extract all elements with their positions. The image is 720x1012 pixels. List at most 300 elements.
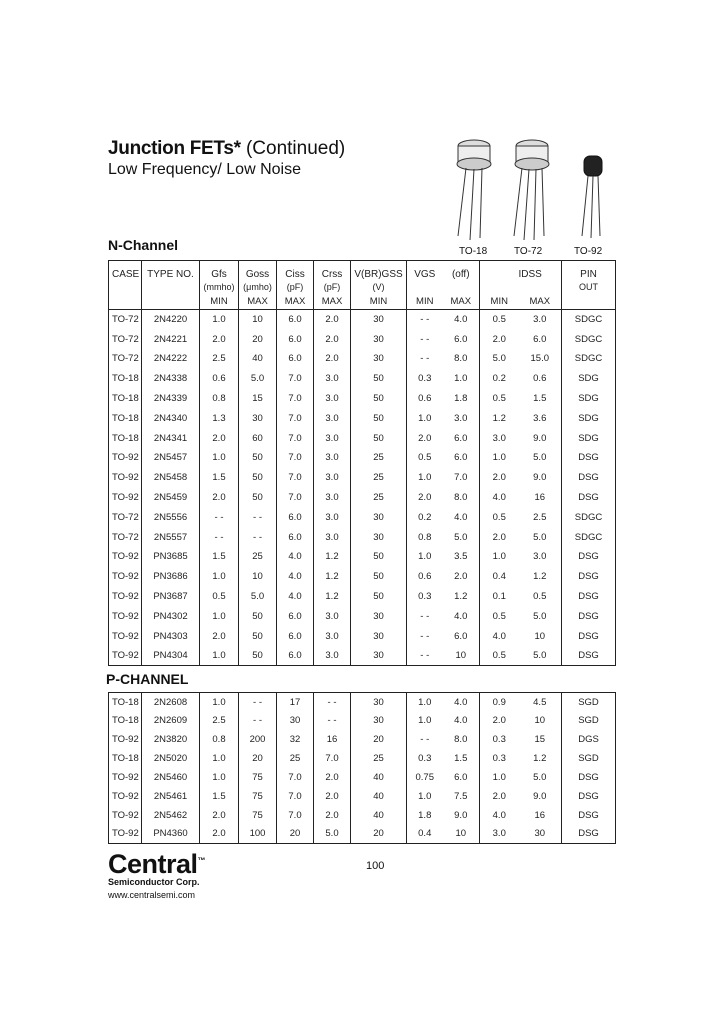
table-cell: SGD	[578, 715, 599, 727]
col-vgs-off: (off)	[443, 261, 480, 280]
table-cell: 2.0	[314, 768, 351, 787]
table-cell: 0.8	[200, 389, 239, 409]
table-cell: 50	[351, 408, 407, 428]
minmax-label: MAX	[277, 294, 314, 310]
table-cell: 4.0	[277, 587, 314, 607]
table-cell: TO-18	[109, 749, 142, 768]
table-cell: 7.0	[277, 389, 314, 409]
table-cell: 4.5	[519, 693, 562, 712]
n-channel-heading: N-Channel	[108, 237, 178, 253]
table-cell: 2N2609	[142, 711, 200, 730]
table-cell: TO-72	[109, 507, 142, 527]
table-cell: 0.5	[492, 650, 506, 662]
table-cell: - -	[239, 527, 277, 547]
table-cell: 0.75	[415, 772, 434, 783]
table-cell: 1.0	[200, 567, 239, 587]
table-cell: 2N4222	[142, 349, 200, 369]
table-cell: 1.0	[492, 551, 506, 563]
table-cell: 0.3	[418, 591, 432, 603]
table-cell: 50	[351, 567, 407, 587]
table-cell: 7.0	[277, 448, 314, 468]
title-main: Junction FETs*	[108, 138, 241, 159]
table-cell: 1.2	[519, 749, 562, 768]
table-cell: SDG	[578, 412, 599, 424]
table-cell: 20	[239, 749, 277, 768]
table-cell: 0.5	[200, 587, 239, 607]
n-channel-table	[108, 260, 616, 666]
table-cell: TO-18	[109, 693, 142, 712]
table-cell: 4.0	[492, 809, 506, 821]
table-cell: 2N5556	[142, 507, 200, 527]
table-cell: 50	[239, 606, 277, 626]
table-cell: 2N5459	[142, 488, 200, 508]
table-cell: TO-92	[109, 606, 142, 626]
table-row	[109, 310, 616, 330]
p-channel-rows	[109, 693, 616, 844]
table-cell: 25	[351, 468, 407, 488]
table-cell: DSG	[578, 551, 599, 563]
table-cell: 2.0	[492, 531, 506, 543]
table-cell: 30	[351, 507, 407, 527]
table-cell: 6.0	[277, 646, 314, 666]
table-cell: 60	[239, 428, 277, 448]
package-illustrations	[448, 128, 618, 260]
table-minmax-row	[109, 294, 616, 310]
table-cell: 7.0	[277, 488, 314, 508]
table-header-row	[109, 261, 616, 280]
table-cell: 1.8	[418, 809, 432, 821]
table-row	[109, 369, 616, 389]
table-cell: 2.0	[200, 825, 239, 844]
table-cell: 1.0	[418, 715, 432, 727]
minmax-label: MAX	[239, 294, 277, 310]
table-cell: SDGC	[574, 333, 603, 345]
table-cell: TO-72	[109, 329, 142, 349]
table-cell: TO-72	[109, 310, 142, 330]
table-row	[109, 428, 616, 448]
table-cell: 0.4	[418, 828, 432, 840]
table-cell: 16	[519, 488, 562, 508]
table-cell: 6.0	[277, 626, 314, 646]
table-cell: 5.0	[519, 606, 562, 626]
col-gfs: Gfs	[200, 261, 239, 280]
table-cell: - -	[200, 507, 239, 527]
table-cell: PN4303	[142, 626, 200, 646]
table-cell: 30	[351, 626, 407, 646]
table-cell: 0.5	[519, 587, 562, 607]
table-cell: 10	[443, 646, 480, 666]
table-cell: TO-92	[109, 488, 142, 508]
table-cell: 5.0	[519, 448, 562, 468]
table-cell: 30	[239, 408, 277, 428]
package-label-to92: TO-92	[574, 246, 603, 257]
table-cell: 1.0	[200, 448, 239, 468]
table-cell: 2.0	[314, 329, 351, 349]
table-row	[109, 507, 616, 527]
table-cell: 75	[239, 806, 277, 825]
table-cell: 30	[351, 329, 407, 349]
table-cell: 3.0	[314, 428, 351, 448]
table-cell: 2.0	[314, 310, 351, 330]
table-row	[109, 587, 616, 607]
page-title	[108, 138, 345, 160]
table-cell: 3.0	[314, 527, 351, 547]
table-cell: TO-18	[109, 408, 142, 428]
table-cell: 9.0	[519, 787, 562, 806]
table-cell: DSG	[578, 809, 599, 821]
table-cell: TO-92	[109, 730, 142, 749]
table-cell: 50	[239, 626, 277, 646]
table-cell: 1.2	[314, 567, 351, 587]
minmax-label: MAX	[519, 294, 562, 310]
table-cell: SDGC	[574, 511, 603, 523]
table-cell: 8.0	[443, 349, 480, 369]
table-cell: 2.0	[418, 432, 432, 444]
transistor-packages-icon	[448, 128, 618, 246]
table-cell: 40	[351, 787, 407, 806]
table-cell: 2N3820	[142, 730, 200, 749]
table-cell: 17	[277, 693, 314, 712]
table-row	[109, 567, 616, 587]
table-cell: 10	[519, 711, 562, 730]
unit-ciss: (pF)	[277, 280, 314, 294]
minmax-label: MIN	[480, 294, 519, 310]
table-cell: 8.0	[443, 488, 480, 508]
table-cell: 5.0	[239, 587, 277, 607]
table-cell: DSG	[578, 492, 599, 504]
table-cell: 1.0	[200, 606, 239, 626]
table-cell: 1.0	[200, 749, 239, 768]
table-cell: - -	[420, 353, 430, 365]
table-cell: 1.5	[200, 787, 239, 806]
table-cell: - -	[314, 711, 351, 730]
table-cell: 2N5460	[142, 768, 200, 787]
table-cell: 7.0	[277, 369, 314, 389]
table-cell: DSG	[578, 571, 599, 583]
table-cell: 2.0	[443, 567, 480, 587]
table-cell: 10	[519, 626, 562, 646]
table-cell: 0.2	[418, 511, 432, 523]
unit-goss: (μmho)	[239, 280, 277, 294]
table-cell: 7.5	[443, 787, 480, 806]
table-cell: 2N5557	[142, 527, 200, 547]
table-cell: 0.5	[418, 452, 432, 464]
table-cell: 5.0	[443, 527, 480, 547]
table-cell: DSG	[578, 630, 599, 642]
minmax-label: MAX	[314, 294, 351, 310]
table-cell: 30	[351, 310, 407, 330]
table-row	[109, 730, 616, 749]
table-row	[109, 749, 616, 768]
table-cell: 1.5	[443, 749, 480, 768]
table-cell: 3.0	[314, 488, 351, 508]
trademark: ™	[197, 856, 206, 865]
company-url: www.centralsemi.com	[108, 890, 196, 900]
company-subtitle: Semiconductor Corp.	[108, 877, 200, 887]
table-cell: 16	[314, 730, 351, 749]
table-cell: 7.0	[443, 468, 480, 488]
table-cell: 3.6	[519, 408, 562, 428]
table-cell: 2N4340	[142, 408, 200, 428]
table-cell: 2N5458	[142, 468, 200, 488]
table-cell: DSG	[578, 472, 599, 484]
table-cell: 6.0	[277, 349, 314, 369]
table-cell: 1.0	[418, 472, 432, 484]
table-cell: 1.0	[200, 310, 239, 330]
table-cell: 4.0	[277, 567, 314, 587]
table-cell: 1.0	[418, 551, 432, 563]
table-cell: 0.1	[492, 591, 506, 603]
table-cell: 50	[239, 646, 277, 666]
table-cell: 30	[519, 825, 562, 844]
table-cell: 32	[277, 730, 314, 749]
table-cell: 3.5	[443, 547, 480, 567]
table-cell: 3.0	[314, 507, 351, 527]
table-cell: SDG	[578, 393, 599, 405]
table-cell: 3.0	[492, 828, 506, 840]
table-cell: 4.0	[443, 310, 480, 330]
table-row	[109, 693, 616, 712]
table-cell: 3.0	[519, 547, 562, 567]
table-cell: 30	[351, 693, 407, 712]
table-cell: 50	[351, 547, 407, 567]
table-row	[109, 349, 616, 369]
table-cell: 0.5	[492, 314, 506, 326]
table-cell: 4.0	[443, 606, 480, 626]
table-cell: 2N4341	[142, 428, 200, 448]
unit-vbr: (V)	[351, 280, 407, 294]
table-cell: 9.0	[519, 428, 562, 448]
table-cell: 1.0	[418, 696, 432, 708]
minmax-label: MAX	[443, 294, 480, 310]
table-cell: PN4302	[142, 606, 200, 626]
table-cell: 25	[351, 448, 407, 468]
table-cell: 5.0	[519, 527, 562, 547]
table-cell: 2N4221	[142, 329, 200, 349]
unit-gfs: (mmho)	[200, 280, 239, 294]
table-cell: DSG	[578, 591, 599, 603]
table-cell: 2.0	[314, 806, 351, 825]
table-cell: 2.0	[492, 472, 506, 484]
table-cell: 50	[239, 448, 277, 468]
table-cell: 40	[351, 806, 407, 825]
table-cell: SDG	[578, 373, 599, 385]
company-logo	[108, 847, 205, 900]
page-subtitle: Low Frequency/ Low Noise	[108, 161, 301, 178]
table-cell: 15	[239, 389, 277, 409]
package-label-to18: TO-18	[459, 246, 488, 257]
table-cell: - -	[420, 650, 430, 662]
table-cell: - -	[420, 734, 430, 746]
title-continued: (Continued)	[245, 138, 346, 159]
table-row	[109, 527, 616, 547]
col-ciss: Ciss	[277, 261, 314, 280]
col-pin: PIN	[580, 268, 597, 280]
table-cell: 10	[443, 825, 480, 844]
table-cell: 7.0	[314, 749, 351, 768]
table-cell: 1.0	[492, 772, 506, 783]
p-channel-table	[108, 692, 616, 844]
table-cell: 3.0	[492, 432, 506, 444]
table-cell: TO-92	[109, 768, 142, 787]
table-cell: 0.3	[492, 753, 506, 765]
table-cell: 2.0	[200, 428, 239, 448]
table-cell: 8.0	[443, 730, 480, 749]
table-cell: 6.0	[277, 310, 314, 330]
table-cell: 1.5	[200, 547, 239, 567]
table-cell: 2.0	[200, 806, 239, 825]
table-cell: TO-92	[109, 806, 142, 825]
table-cell: DSG	[578, 828, 599, 840]
table-cell: 3.0	[314, 448, 351, 468]
table-row	[109, 806, 616, 825]
table-cell: 2N2608	[142, 693, 200, 712]
table-cell: 0.2	[492, 373, 506, 385]
table-row	[109, 468, 616, 488]
pin-out-label: OUT	[579, 281, 598, 292]
table-cell: 1.5	[200, 468, 239, 488]
col-type: TYPE NO.	[142, 261, 200, 280]
table-cell: 1.0	[200, 693, 239, 712]
p-channel-heading: P-CHANNEL	[106, 671, 189, 687]
table-cell: 10	[239, 567, 277, 587]
table-cell: - -	[239, 693, 277, 712]
minmax-label: MIN	[407, 294, 443, 310]
table-cell: 1.0	[443, 369, 480, 389]
table-cell: 0.5	[492, 511, 506, 523]
table-cell: 2.5	[519, 507, 562, 527]
table-cell: 2.0	[492, 715, 506, 727]
table-cell: 0.6	[418, 393, 432, 405]
col-vgs: VGS	[414, 268, 436, 280]
table-cell: 2N4220	[142, 310, 200, 330]
table-cell: 4.0	[492, 492, 506, 504]
table-cell: 0.4	[492, 571, 506, 583]
table-cell: 1.0	[418, 412, 432, 424]
table-cell: 1.2	[519, 567, 562, 587]
table-cell: 30	[351, 606, 407, 626]
table-cell: 3.0	[314, 606, 351, 626]
table-cell: 3.0	[314, 646, 351, 666]
table-cell: 3.0	[519, 310, 562, 330]
table-cell: TO-92	[109, 448, 142, 468]
table-cell: PN3686	[142, 567, 200, 587]
table-cell: 16	[519, 806, 562, 825]
col-idss: IDSS	[519, 261, 562, 280]
table-cell: 6.0	[443, 448, 480, 468]
table-cell: 15.0	[519, 349, 562, 369]
table-cell: 9.0	[519, 468, 562, 488]
table-cell: 9.0	[443, 806, 480, 825]
table-cell: 6.0	[519, 329, 562, 349]
table-cell: 1.0	[418, 790, 432, 802]
col-vbr: V(BR)GSS	[351, 261, 407, 280]
table-cell: 6.0	[443, 768, 480, 787]
table-cell: - -	[200, 527, 239, 547]
table-cell: 3.0	[314, 389, 351, 409]
table-cell: 2.0	[418, 492, 432, 504]
company-name: Central	[108, 849, 198, 879]
table-cell: DSG	[578, 650, 599, 662]
table-row	[109, 448, 616, 468]
table-cell: 30	[351, 711, 407, 730]
table-cell: 2.0	[200, 626, 239, 646]
table-cell: TO-92	[109, 468, 142, 488]
table-cell: 7.0	[277, 468, 314, 488]
table-row	[109, 329, 616, 349]
table-cell: 2.0	[492, 333, 506, 345]
table-cell: 2N4338	[142, 369, 200, 389]
table-cell: TO-92	[109, 626, 142, 646]
table-cell: 20	[277, 825, 314, 844]
table-row	[109, 825, 616, 844]
table-cell: 6.0	[443, 428, 480, 448]
table-cell: TO-92	[109, 787, 142, 806]
table-cell: DSG	[578, 772, 599, 783]
table-cell: 4.0	[443, 507, 480, 527]
table-cell: 7.0	[277, 408, 314, 428]
table-cell: 2N5461	[142, 787, 200, 806]
table-cell: TO-92	[109, 567, 142, 587]
table-cell: 40	[351, 768, 407, 787]
table-cell: 5.0	[519, 768, 562, 787]
table-cell: 2.5	[200, 711, 239, 730]
table-cell: - -	[420, 610, 430, 622]
table-cell: TO-92	[109, 825, 142, 844]
col-crss: Crss	[314, 261, 351, 280]
table-cell: PN3687	[142, 587, 200, 607]
table-cell: SGD	[578, 696, 599, 708]
minmax-label: MIN	[200, 294, 239, 310]
table-cell: 0.8	[200, 730, 239, 749]
page-number: 100	[366, 860, 385, 872]
table-cell: 1.8	[443, 389, 480, 409]
table-cell: 0.8	[418, 531, 432, 543]
table-cell: 0.3	[492, 734, 506, 746]
table-cell: 5.0	[239, 369, 277, 389]
package-label-to72: TO-72	[514, 246, 543, 257]
table-cell: 4.0	[443, 711, 480, 730]
table-cell: 7.0	[277, 787, 314, 806]
table-cell: PN4360	[142, 825, 200, 844]
table-cell: 50	[351, 369, 407, 389]
table-cell: 50	[239, 488, 277, 508]
table-cell: 5.0	[314, 825, 351, 844]
table-cell: 0.5	[492, 393, 506, 405]
table-cell: 2N4339	[142, 389, 200, 409]
table-cell: 50	[351, 428, 407, 448]
table-cell: 50	[239, 468, 277, 488]
table-cell: 10	[239, 310, 277, 330]
table-cell: 3.0	[443, 408, 480, 428]
table-cell: 20	[351, 730, 407, 749]
table-cell: 2.0	[492, 790, 506, 802]
table-cell: 7.0	[277, 806, 314, 825]
table-cell: TO-92	[109, 587, 142, 607]
table-row	[109, 606, 616, 626]
table-cell: 0.3	[418, 373, 432, 385]
table-cell: 3.0	[314, 369, 351, 389]
table-cell: TO-18	[109, 389, 142, 409]
col-case: CASE	[109, 261, 142, 280]
table-cell: 6.0	[443, 329, 480, 349]
table-row	[109, 711, 616, 730]
unit-crss: (pF)	[314, 280, 351, 294]
table-row	[109, 768, 616, 787]
table-cell: - -	[420, 333, 430, 345]
table-cell: 20	[351, 825, 407, 844]
table-cell: 0.6	[418, 571, 432, 583]
